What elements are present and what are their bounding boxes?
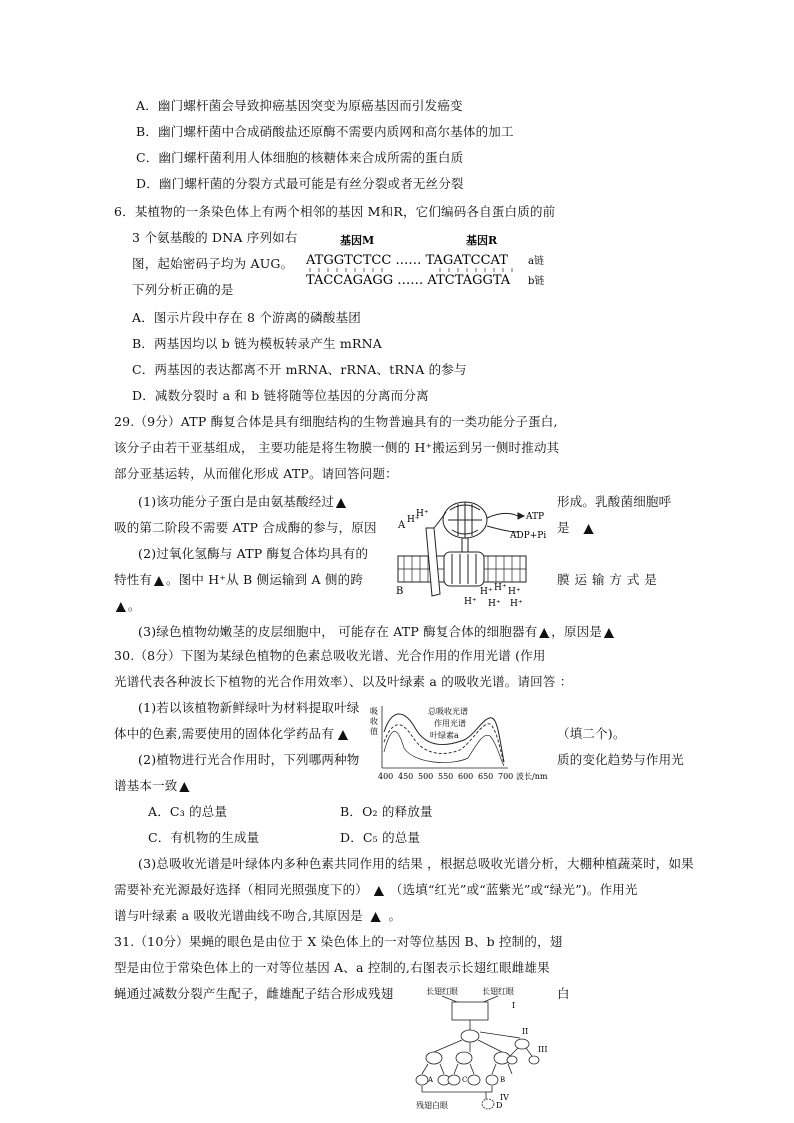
q29-stem-line3: 部分亚基运转，从而催化形成 ATP。请回答问题： [114,466,398,481]
answer-blank[interactable]: ▲ [116,598,126,613]
q30-option-b: B．O₂ 的释放量 [340,804,433,819]
stage-roman-1: I [512,1001,516,1010]
q29-part1-line1 [138,494,348,510]
sequence-b-strand: TACCAGAGG …… ATCTAGGTA [306,273,511,288]
x-tick: 600 [458,772,474,781]
answer-blank[interactable]: ▲ [583,520,594,535]
q29-part1-text: (1)该功能分子蛋白是由氨基酸经过 [138,494,335,509]
proton-label: H⁺ [508,587,521,597]
answer-blank[interactable]: ▲ [539,624,550,639]
female-parent-label: 长翅红眼 [426,987,458,996]
q31-stem-line3: 蝇通过减数分裂产生配子，雌雄配子结合形成残翅 [114,986,394,1001]
offspring-label: 残翅白眼 [416,1101,448,1110]
proton-label: H⁺ [488,599,501,609]
answer-blank[interactable]: ▲ [604,624,614,639]
proton-label: H⁺ [510,599,523,609]
q31-stem-line3-end: 白 [557,986,570,1001]
proton-label: H⁺ [494,583,507,593]
sequence-a-strand: ATGGTCTCC …… TAGATCCAT [306,253,508,268]
q6-option-b: B．两基因均以 b 链为模板转录产生 mRNA [132,336,382,351]
q5-option-d: D．幽门螺杆菌的分裂方式最可能是有丝分裂或者无丝分裂 [136,176,464,191]
cell-label-c: C [462,1076,468,1084]
q29-part2-line1: (2)过氧化氢酶与 ATP 酶复合体均具有的 [138,546,369,561]
x-tick: 450 [398,772,414,781]
q30-part2-line1: (2)植物进行光合作用时，下列哪两种物 [138,752,360,767]
meiosis-diagram [412,984,552,1114]
adp-pi-label: ADP+Pi [510,531,547,541]
q30-option-c: C．有机物的生成量 [148,830,260,845]
cell-label-b: B [500,1076,506,1084]
answer-blank[interactable]: ▲ [374,882,384,897]
q5-option-b: B．幽门螺杆菌中合成硝酸盐还原酶不需要内质网和高尔基体的加工 [136,124,514,139]
q29-stem-line1: 29.（9分）ATP 酶复合体是具有细胞结构的生物普遍具有的一类功能分子蛋白, [114,414,558,429]
q30-part1-line2: 体中的色素,需要使用的固体化学药品有 ▲ [114,726,352,742]
proton-label: H⁺ [464,597,477,607]
atp-synthase-figure [390,498,555,610]
proton-label: H⁺ [407,515,420,525]
answer-blank[interactable]: ▲ [154,572,164,587]
strand-b-label: b链 [528,276,545,287]
proton-label: H⁺ [480,587,493,597]
q6-stem-line1: 6．某植物的一条染色体上有两个相邻的基因 M和R，它们编码各自蛋白质的前 [114,204,556,219]
legend-total: 总吸收光谱 [428,707,468,716]
gene-r-label: 基因R [466,234,498,247]
answer-blank[interactable]: ▲ [179,778,190,793]
q29-part1-continue: 形成。乳酸菌细胞呼 [557,494,672,509]
cell-label-d: D [496,1101,503,1110]
q29-part2-line3: ▲ 。 [116,598,141,613]
action-spectrum-curve [384,724,504,764]
strand-a-label: a链 [528,256,544,267]
proton-label: H⁺ [416,509,429,519]
q30-part1-line2-end: （填二个)。 [557,726,626,741]
q31-stem-line1: 31.（10分）果蝇的眼色是由位于 X 染色体上的一对等位基因 B、b 控制的，翅 [114,934,563,949]
q30-stem-line1: 30.（8分）下图为某绿色植物的色素总吸收光谱、光合作用的作用光谱 (作用 [114,648,546,663]
base-pair-ticks [310,268,512,272]
q6-stem-line3: 图，起始密码子均为 AUG。 [132,256,294,271]
q30-part1-line1: (1)若以该植物新鲜绿叶为材料提取叶绿 [138,700,360,715]
q30-part2-line2: 谱基本一致 ▲ [114,778,190,793]
q30-option-d: D．C₅ 的总量 [340,830,421,845]
q30-part3-line2: 需要补充光源最好选择（相同光照强度下的） ▲ （选填“红光”或“蓝紫光”或“绿光”)。作用光 [114,882,638,897]
answer-blank[interactable]: ▲ [338,726,348,741]
q29-part3: (3)绿色植物幼嫩茎的皮层细胞中， 可能存在 ATP 酶复合体的细胞器有 ▲ ，原因是 ▲ [138,624,614,639]
x-tick: 500 [418,772,434,781]
q6-option-c: C．两基因的表达都离不开 mRNA、rRNA、tRNA 的参与 [132,362,467,377]
q29-part2-line2: 特性有 ▲ 。图中 H⁺从 B 侧运输到 A 侧的跨 [114,572,364,587]
answer-blank[interactable]: ▲ [370,908,381,923]
side-b-label: B [396,586,404,597]
chart-ylabel-1: 吸 [370,707,378,716]
male-parent-label: 长翅红眼 [482,987,514,996]
q5-option-a: A．幽门螺杆菌会导致抑癌基因突变为原癌基因而引发癌变 [136,98,463,113]
q6-option-d: D．减数分裂时 a 和 b 链将随等位基因的分离而分离 [132,388,429,403]
q29-part2-line2-end: 膜 运 输 方 式 是 [557,572,658,587]
q5-option-c: C．幽门螺杆菌利用人体细胞的核糖体来合成所需的蛋白质 [136,150,464,165]
q6-option-a: A．图示片段中存在 8 个游离的磷酸基团 [132,310,361,325]
chart-ylabel-3: 值 [370,727,378,736]
q30-stem-line2: 光谱代表各种波长下植物的光合作用效率）、以及叶绿素 a 的吸收光谱。请回答 ： [114,674,573,689]
x-tick: 650 [478,772,494,781]
stage-roman-3: III [538,1045,548,1054]
x-unit: 波长/nm [516,772,548,781]
legend-action: 作用光谱 [434,719,466,728]
q6-stem-line4: 下列分析正确的是 [132,282,234,297]
x-tick: 700 [498,772,514,781]
stage-roman-2: II [522,1027,529,1036]
chart-ylabel-2: 收 [370,717,378,726]
legend-chlorophyll-a: 叶绿素a [430,731,459,740]
q6-stem-line2: 3 个氨基酸的 DNA 序列如右 [132,230,298,245]
gene-m-label: 基因M [340,234,375,247]
answer-blank[interactable]: ▲ [336,494,346,509]
q29-part1-line2-end: 是 ▲ [557,520,608,536]
absorption-spectrum-chart [368,702,554,782]
q29-stem-line2: 该分子由若干亚基组成， 主要功能是将生物膜一侧的 H⁺搬运到另一侧时推动其 [114,440,560,455]
atp-label: ATP [526,512,545,522]
stage-roman-4: IV [500,1093,509,1102]
x-tick: 550 [438,772,454,781]
cell-label-a: A [428,1076,434,1084]
q29-part1-line2: 吸的第二阶段不需要 ATP 合成酶的参与，原因 [114,520,377,535]
dna-sequence-figure [300,232,550,292]
q30-part3-line3: 谱与叶绿素 a 吸收光谱曲线不吻合,其原因是 ▲ 。 [114,908,402,923]
q30-part3-line1: (3)总吸收光谱是叶绿体内多种色素共同作用的结果 ，根据总吸收光谱分析，大棚种植蔬菜时，如果 [138,856,694,871]
x-tick: 400 [378,772,394,781]
q30-part2-line1-end: 质的变化趋势与作用光 [557,752,685,767]
side-a-label: A [398,520,406,531]
q30-option-a: A．C₃ 的总量 [148,804,228,819]
q31-stem-line2: 型是由位于常染色体上的一对等位基因 A、a 控制的,右图表示长翅红眼雌雄果 [114,960,550,975]
